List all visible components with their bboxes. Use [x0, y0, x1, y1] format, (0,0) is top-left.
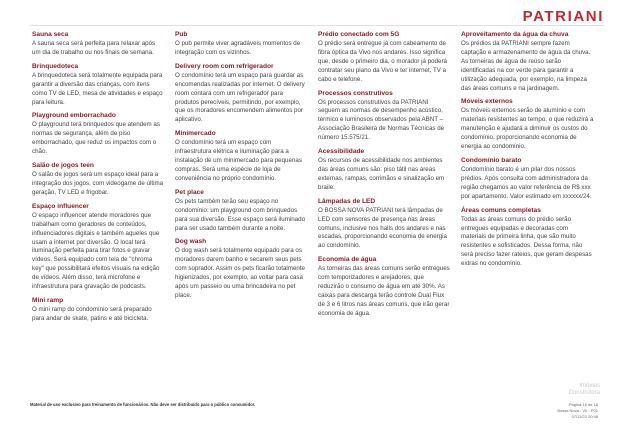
section-heading: Processos construtivos — [318, 89, 393, 97]
feature-section — [175, 30, 308, 58]
section-heading: Salão de jogos teen — [32, 162, 94, 170]
feature-section — [175, 188, 308, 234]
section-heading: Pet place — [175, 188, 204, 196]
section-text: O condomínio terá um espaço para guardar as encomendas realizadas por internet. O delivery room contará com um refrigerador para produtos perecíveis, permitindo, por exemplo, que os moradores encomendem alimentos por aplicativo. — [175, 71, 305, 124]
section-heading: Prédio conectado com 5G — [318, 31, 400, 38]
section-heading: Economia de água — [318, 256, 377, 264]
feature-section — [461, 206, 594, 269]
section-heading: Móveis externos — [461, 98, 513, 106]
section-text: O espaço influencer atende moradores que trabalham como geradores de conteúdos, influenciadores digitais e também aqueles que usam a internet por diversão. O local terá iluminação perfeita para tirar fotos e gravar vídeos. Será equipado com tela de "chroma key" que possibilitará efeitos visuais na edição de vídeos. Além disso, terá microfone e infraestrutura para gravação de podcasts. — [32, 211, 160, 291]
feature-section — [318, 197, 451, 252]
section-text: Os recursos de acessibilidade nos ambientes das áreas comuns são: piso tátil nas áreas externas, rampas, corrimãos e sinalização em braile. — [318, 157, 445, 191]
section-text: O playground terá brinquedos que atendem as normas de segurança, além de piso emborrachado, que reduz os impactos com o chão. — [32, 121, 160, 156]
section-heading: Acessibilidade — [318, 148, 365, 156]
section-text: Condomínio barato é um pilar dos nossos prédios. Após consulta com administradora da região chegamos ao valor referência de R$ xxx por apartamento. Valor estimado em xxxxxx/24. — [461, 165, 592, 200]
section-heading: Aproveitamento da água da chuva — [461, 31, 569, 38]
section-heading: Sauna seca — [32, 31, 69, 38]
column-4 — [461, 30, 602, 408]
feature-section — [318, 255, 451, 318]
section-text: Os processos construtivos da PATRIANI seguem as normas de desempenho acústico, térmico e luminosos observados pela ABNT – Associação Brasileira de Normas Técnicas de número 15.575/21. — [318, 98, 445, 142]
feature-section — [318, 147, 451, 193]
page-number: Página 16 de 18 — [568, 402, 598, 407]
section-text: O pub permite viver agradáveis momentos de integração com os vizinhos. — [175, 40, 301, 56]
footer-disclaimer: Material de uso exclusivo para treinamento de funcionários. Não deve ser distribuído para o público consumidor. — [30, 402, 256, 407]
feature-section — [175, 62, 308, 125]
section-heading: Dog wash — [175, 238, 207, 246]
section-text: Os pets também terão seu espaço no condomínio: um playground com brinquedos para sua diversão. Esse espaço será iluminado para ser usado também durante a noite. — [175, 197, 306, 232]
section-text: O salão de jogos será um espaço ideal para a integração dos jogos, com videogame de última geração, TV LED e frigobar. — [32, 171, 164, 196]
section-text: Os móveis externos serão de alumínio e com materiais resistentes ao tempo, o que reduzirá a manutenção e ajudará a diminuir os custos do condomínio, proporcionando economia de energia ao condomínio. — [461, 107, 594, 151]
feature-section — [32, 296, 165, 324]
feature-section — [318, 30, 451, 85]
section-text: Os prédios da PATRIANI sempre fazem captação e armazenamento de água da chuva. As torneiras de água de reúso serão identificadas na cor verde para garantir a utilização adequada, por exemplo, na limpeza das áreas comuns e na jardinagem. — [461, 40, 591, 92]
section-text: A sauna seca será perfeita para relaxar após um dia de trabalho ou nos finais de semana. — [32, 40, 156, 56]
feature-section — [32, 62, 165, 108]
section-heading: Condomínio barato — [461, 156, 522, 164]
section-text: Todas as áreas comuns do prédio serão entregues equipadas e decoradas com materiais de primeira linha, que são muito resistentes e sofisticados. Dessa forma, não será preciso fazer rateios, que geram despesas extras no condomínio. — [461, 215, 592, 268]
feature-section — [175, 237, 308, 300]
feature-section — [32, 161, 165, 198]
section-heading: Brinquedoteca — [32, 62, 79, 70]
feature-section — [461, 156, 594, 202]
watermark-line-2: Construtora — [568, 390, 600, 396]
brand-logo: PATRIANI — [522, 8, 604, 25]
section-heading: Minimercado — [175, 130, 216, 138]
section-text: A brinquedoteca será totalmente equipada para garantir a diversão das crianças, com itens como TV de LED, mesa de atividades e espaço para leitura. — [32, 71, 163, 106]
section-heading: Áreas comuns completas — [461, 206, 541, 214]
section-heading: Mini ramp — [32, 296, 64, 304]
document-date: 07/11/23 20:48 — [571, 414, 598, 419]
section-text: O mini ramp do condomínio será preparado para andar de skate, patins e até bicicleta. — [32, 305, 152, 322]
section-text: O prédio será entregue já com cabeamento de fibra óptica da Vivo nos andares. Isso significa que, desde o primeiro dia, o morador já poderá contratar seu plano da Vivo e ter internet, TV a cabo e telefone. — [318, 40, 447, 83]
feature-section — [175, 129, 308, 184]
feature-section — [32, 111, 165, 157]
feature-section — [461, 30, 594, 93]
footer-meta — [557, 402, 598, 420]
column-3 — [318, 30, 459, 408]
feature-section — [32, 202, 165, 292]
feature-section — [461, 97, 594, 152]
column-2 — [175, 30, 316, 408]
section-heading: Pub — [175, 31, 188, 38]
watermark — [569, 383, 600, 397]
section-text: O dog wash será totalmente equipado para os moradores darem banho e secarem seus pets com soprador. Assim os pets ficarão totalmente higienizados, por exemplo, ao voltar para casa após um passeio ou uma brincadeira no pet place. — [175, 247, 305, 299]
section-text: O condomínio terá um espaço com infraestrutura elétrica e iluminação para a instalação de um minimercado para pequenas compras. Será uma espécie de loja de conveniência no próprio condomínio. — [175, 139, 302, 182]
watermark-line-1: Imóveis — [579, 383, 600, 389]
feature-section — [32, 30, 165, 58]
section-heading: Espaço influencer — [32, 202, 89, 210]
document-id: Bossa Nova - V0 - P01 — [557, 408, 598, 413]
content-columns — [32, 30, 604, 408]
section-heading: Lâmpadas de LED — [318, 197, 376, 205]
feature-section — [318, 89, 451, 144]
column-1 — [32, 30, 173, 408]
section-heading: Playground emborrachado — [32, 112, 116, 120]
section-heading: Delivery room com refrigerador — [175, 62, 274, 70]
header-divider — [30, 25, 604, 26]
section-text: O BOSSA NOVA PATRIANI terá lâmpadas de LED com sensores de presença nas áreas comuns, inclusive nos halls dos andares e nas escadas, proporcionando economia de energia ao condomínio. — [318, 206, 447, 250]
section-text: As torneiras das áreas comuns serão entregues com temporizadores e arejadores, que reduzirão o consumo de água em até 30%. As caixas para descarga terão controle Dual Flux de 3 e 6 litros nas áreas comuns, que irão gerar economia de água. — [318, 265, 450, 317]
